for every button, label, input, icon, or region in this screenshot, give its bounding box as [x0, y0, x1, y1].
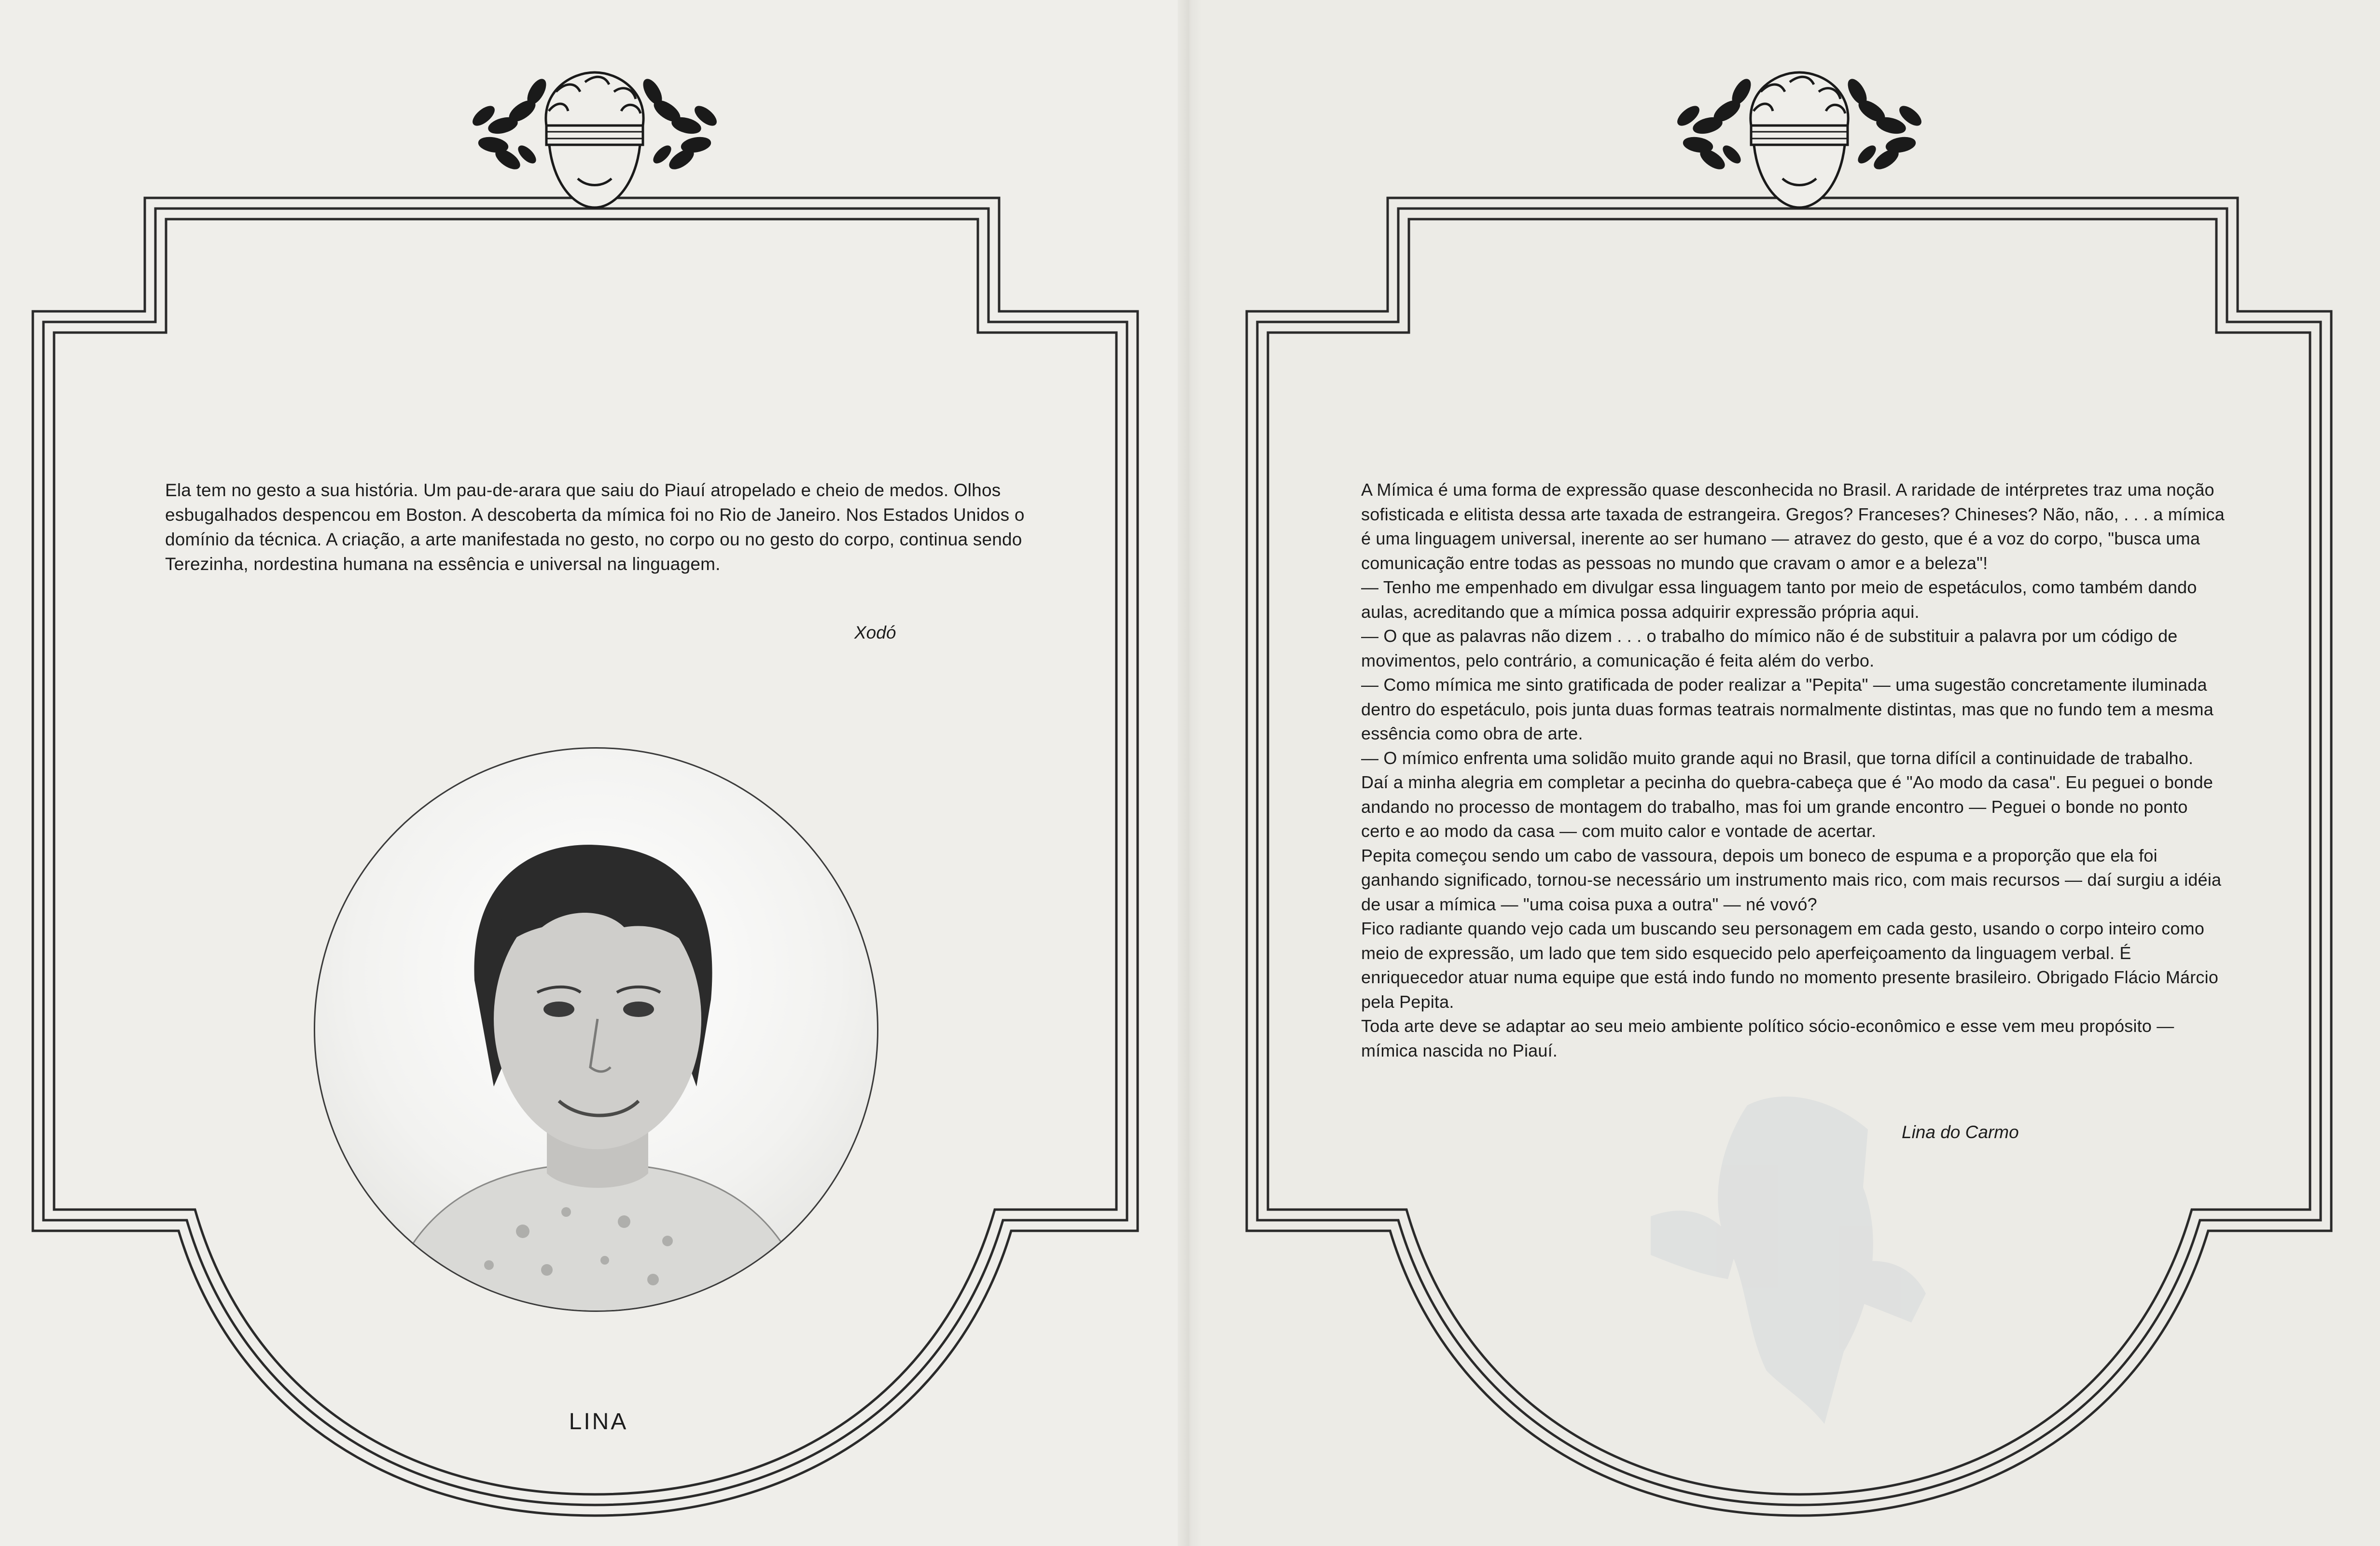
portrait-caption: LINA: [569, 1409, 628, 1435]
right-paragraph-7: Fico radiante quando vejo cada um buscando seu personagem em cada gesto, usando o corpo inteiro como meio de expressão, um lado que tem sido esquecido pelo aperfeiçoamento da linguagem verbal. É enriquecedor atuar numa equipe que está indo fundo no momento presente brasileiro. Obrigado Flácio Márcio pela Pepita.: [1361, 919, 2219, 1012]
portrait-photo-icon: [315, 749, 878, 1312]
left-body-text: [165, 478, 1034, 576]
right-paragraph-3: — O que as palavras não dizem . . . o trabalho do mímico não é de substituir a palavra por um código de movimentos, pelo contrário, a comunicação é feita além do verbo.: [1361, 626, 2178, 670]
portrait-photo: [314, 747, 878, 1312]
left-signature: Xodó: [854, 623, 896, 642]
right-paragraph-8: Toda arte deve se adaptar ao seu meio ambiente político sócio-econômico e esse vem meu propósito — mímica nascida no Piauí.: [1361, 1016, 2174, 1060]
right-signature: Lina do Carmo: [1902, 1122, 2019, 1142]
right-paragraph-2: — Tenho me empenhado em divulgar essa linguagem tanto por meio de espetáculos, como também dando aulas, acreditando que a mímica possa adquirir expressão própria aqui.: [1361, 577, 2197, 622]
right-paragraph-6: Pepita começou sendo um cabo de vassoura, depois um boneco de espuma e a proporção que ela foi ganhando significado, tornou-se necessário um instrumento mais rico, com mais recursos — daí surgiu a idéia de usar a mímica — "uma coisa puxa a outra" — né vovó?: [1361, 845, 2222, 914]
right-paragraph-1: A Mímica é uma forma de expressão quase desconhecida no Brasil. A raridade de intérpretes traz uma noção sofisticada e elitista dessa arte taxada de estrangeira. Gregos? Franceses? Chineses? Não, não, . . . a mímica é uma linguagem universal, inerente ao ser humano — atravez do gesto, que é a voz do corpo, "busca uma comunicação entre todas as pessoas no mundo que cravam o amor e a beleza"!: [1361, 480, 2225, 573]
right-paragraph-5: — O mímico enfrenta uma solidão muito grande aqui no Brasil, que torna difícil a continuidade de trabalho. Daí a minha alegria em completar a pecinha do quebra-cabeça que é "Ao modo da casa". Eu peguei o bonde andando no processo de montagem do trabalho, mas foi um grande encontro — Peguei o bonde no ponto certo e ao modo da casa — com muito calor e vontade de acertar.: [1361, 748, 2213, 841]
left-body-paragraph: Ela tem no gesto a sua história. Um pau-de-arara que saiu do Piauí atropelado e cheio de medos. Olhos esbugalhados despencou em Boston. A descoberta da mímica foi no Rio de Janeiro. Nos Estados Unidos o domínio da técnica. A criação, a arte manifestada no gesto, no corpo ou no gesto do corpo, continua sendo Terezinha, nordestina humana na essência e universal na linguagem.: [165, 480, 1025, 574]
right-paragraph-4: — Como mímica me sinto gratificada de poder realizar a "Pepita" — uma sugestão concretamente iluminada dentro do espetáculo, pois junta duas formas teatrais normalmente distintas, mas que no fundo tem a mesma essência como obra de arte.: [1361, 675, 2213, 743]
right-body-text: [1361, 478, 2225, 1063]
left-crest-icon: [470, 72, 719, 208]
right-crest-icon: [1675, 72, 1923, 208]
